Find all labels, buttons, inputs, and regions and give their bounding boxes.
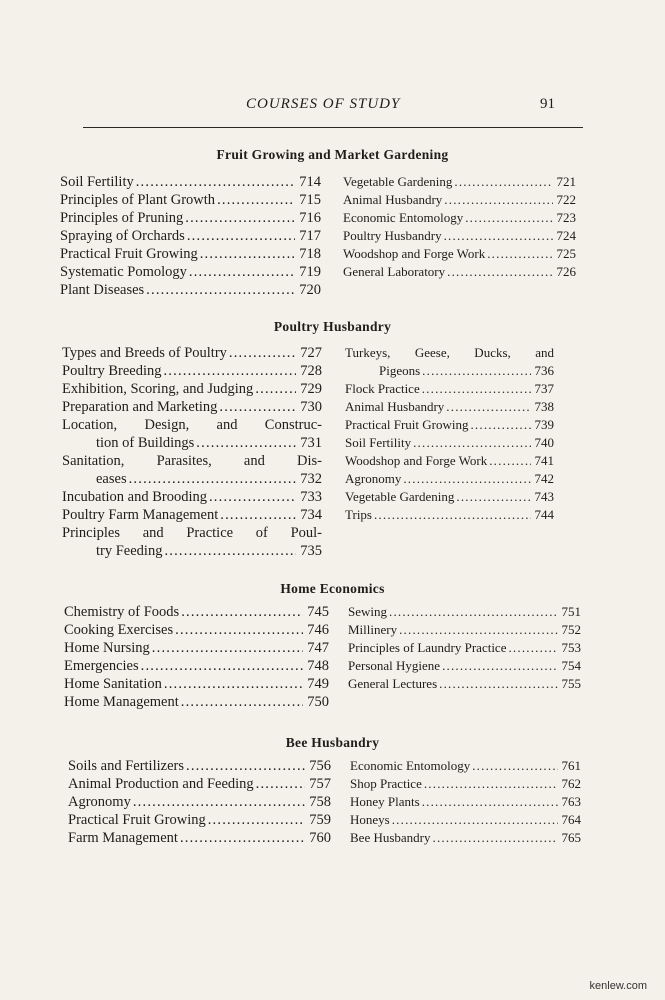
course-number: 752: [561, 622, 581, 637]
course-name-line1: Turkeys, Geese, Ducks, and: [345, 345, 554, 360]
dot-leader: [175, 621, 303, 639]
dot-leader: [508, 639, 557, 657]
dot-leader: [181, 603, 303, 621]
dot-leader: [180, 829, 305, 847]
course-entry: [345, 416, 554, 434]
dot-leader: [133, 793, 305, 811]
course-number: 727: [300, 345, 322, 361]
course-name: Practical Fruit Growing: [60, 246, 198, 262]
course-number: 757: [309, 776, 331, 792]
course-name: Economic Entomology: [350, 758, 471, 773]
course-entry: [68, 793, 331, 811]
dot-leader: [489, 452, 530, 470]
course-name: Woodshop and Forge Work: [345, 453, 488, 468]
dot-leader: [189, 263, 295, 281]
dot-leader: [442, 657, 557, 675]
course-name: Soil Fertility: [60, 174, 134, 190]
running-title: COURSES OF STUDY: [246, 96, 401, 112]
course-entry: [343, 191, 576, 209]
course-number: 748: [307, 658, 329, 674]
course-number: 718: [299, 246, 321, 262]
course-number: 759: [309, 812, 331, 828]
dot-leader: [220, 506, 296, 524]
course-number: 741: [534, 453, 554, 468]
course-name: Principles of Plant Growth: [60, 192, 216, 208]
course-number: 726: [556, 264, 576, 279]
dot-leader: [208, 811, 306, 829]
course-entry: [62, 362, 322, 380]
course-entry: [343, 227, 576, 245]
course-name: Plant Diseases: [60, 282, 145, 298]
watermark: kenlew.com: [589, 980, 647, 992]
course-entry: [348, 675, 581, 693]
course-number: 732: [300, 471, 322, 487]
course-name: Millinery: [348, 622, 398, 637]
course-name: Honeys: [350, 812, 390, 827]
course-name-line2: Pigeons: [379, 363, 421, 378]
course-entry: [62, 434, 322, 452]
course-number: 733: [300, 489, 322, 505]
course-name: Practical Fruit Growing: [68, 812, 206, 828]
course-number: 721: [556, 174, 576, 189]
course-entry: [348, 639, 581, 657]
course-entry: [343, 173, 576, 191]
dot-leader: [446, 398, 530, 416]
course-number: 739: [534, 417, 554, 432]
course-entry: [345, 398, 554, 416]
course-entry: [350, 829, 581, 847]
dot-leader: [487, 245, 552, 263]
course-number: 751: [561, 604, 581, 619]
course-entry: [62, 542, 322, 560]
course-entry: [348, 603, 581, 621]
course-name: Preparation and Marketing: [62, 399, 218, 415]
course-name: Agronomy: [68, 794, 131, 810]
course-number: 723: [556, 210, 576, 225]
course-entry: [68, 811, 331, 829]
course-name-line2: eases: [96, 471, 127, 487]
dot-leader: [256, 775, 306, 793]
course-number: 758: [309, 794, 331, 810]
course-name: Spraying of Orchards: [60, 228, 185, 244]
dot-leader: [392, 811, 558, 829]
course-entry: [345, 380, 554, 398]
course-number: 714: [299, 174, 321, 190]
course-entry: [350, 811, 581, 829]
course-name: Cooking Exercises: [64, 622, 174, 638]
course-name-line2: try Feeding: [96, 543, 163, 559]
dot-leader: [433, 829, 558, 847]
dot-leader: [255, 380, 296, 398]
course-name-line1: Location, Design, and Construc-: [62, 417, 322, 433]
course-number: 763: [561, 794, 581, 809]
course-number: 728: [300, 363, 322, 379]
course-name: Farm Management: [68, 830, 178, 846]
course-name: Practical Fruit Growing: [345, 417, 469, 432]
course-entry: [345, 434, 554, 452]
dot-leader: [141, 657, 304, 675]
course-name: General Lectures: [348, 676, 438, 691]
course-name: Vegetable Gardening: [343, 174, 453, 189]
left-column: [68, 757, 331, 847]
section-title: Poultry Husbandry: [273, 319, 392, 334]
course-number: 737: [534, 381, 554, 396]
course-number: 717: [299, 228, 321, 244]
dot-leader: [444, 227, 553, 245]
right-column: [343, 173, 576, 281]
course-name: Bee Husbandry: [350, 830, 431, 845]
course-entry: [64, 639, 329, 657]
course-number: 735: [300, 543, 322, 559]
dot-leader: [403, 470, 530, 488]
course-name: General Laboratory: [343, 264, 446, 279]
course-number: 749: [307, 676, 329, 692]
dot-leader: [129, 470, 297, 488]
section-title: Bee Husbandry: [285, 735, 380, 750]
course-name-line1: Principles and Practice of Poul-: [62, 525, 322, 541]
course-name: Honey Plants: [350, 794, 420, 809]
course-name: Soil Fertility: [345, 435, 412, 450]
left-column: [64, 603, 329, 711]
dot-leader: [136, 173, 296, 191]
course-entry: [62, 380, 322, 398]
dot-leader: [399, 621, 557, 639]
dot-leader: [217, 191, 295, 209]
course-number: 750: [307, 694, 329, 710]
right-column: [345, 344, 554, 524]
course-entry: [62, 488, 322, 506]
course-name: Poultry Farm Management: [62, 507, 219, 523]
course-number: 730: [300, 399, 322, 415]
course-name: Animal Husbandry: [345, 399, 445, 414]
course-number: 745: [307, 604, 329, 620]
course-entry: [64, 621, 329, 639]
course-number: 729: [300, 381, 322, 397]
course-number: 761: [561, 758, 581, 773]
course-number: 747: [307, 640, 329, 656]
right-column: [348, 603, 581, 693]
left-column: [62, 344, 322, 560]
dot-leader: [229, 344, 296, 362]
course-name: Types and Breeds of Poultry: [62, 345, 227, 361]
course-entry: [62, 344, 322, 362]
course-number: 744: [534, 507, 554, 522]
course-number: 764: [561, 812, 581, 827]
course-entry: [60, 281, 321, 299]
course-name: Incubation and Brooding: [62, 489, 207, 505]
dot-leader: [164, 675, 303, 693]
course-entry: [60, 245, 321, 263]
course-number: 738: [534, 399, 554, 414]
dot-leader: [200, 245, 296, 263]
course-number: 724: [556, 228, 576, 243]
course-name: Trips: [345, 507, 372, 522]
course-entry: [60, 227, 321, 245]
course-entry: [345, 452, 554, 470]
course-name: Shop Practice: [350, 776, 422, 791]
course-name-line1: Sanitation, Parasites, and Dis-: [62, 453, 322, 469]
dot-leader: [146, 281, 295, 299]
course-number: 754: [561, 658, 581, 673]
course-number: 731: [300, 435, 322, 451]
course-number: 740: [534, 435, 554, 450]
dot-leader: [422, 380, 531, 398]
course-name: Personal Hygiene: [348, 658, 441, 673]
course-name: Woodshop and Forge Work: [343, 246, 486, 261]
course-entry: [345, 488, 554, 506]
course-number: 756: [309, 758, 331, 774]
course-entry: [60, 173, 321, 191]
section-title: Fruit Growing and Market Gardening: [216, 147, 449, 162]
course-entry: [64, 693, 329, 711]
dot-leader: [413, 434, 530, 452]
dot-leader: [209, 488, 296, 506]
course-entry: [350, 757, 581, 775]
left-column: [60, 173, 321, 299]
course-entry: [345, 470, 554, 488]
course-name: Home Nursing: [64, 640, 150, 656]
dot-leader: [196, 434, 296, 452]
course-number: 734: [300, 507, 322, 523]
course-number: 753: [561, 640, 581, 655]
course-number: 722: [556, 192, 576, 207]
course-name: Principles of Pruning: [60, 210, 184, 226]
course-number: 760: [309, 830, 331, 846]
course-number: 720: [299, 282, 321, 298]
page-number: 91: [540, 96, 555, 112]
dot-leader: [422, 362, 530, 380]
course-name: Poultry Husbandry: [343, 228, 442, 243]
section-title: Home Economics: [280, 581, 385, 596]
dot-leader: [164, 542, 296, 560]
course-name: Animal Production and Feeding: [68, 776, 254, 792]
course-name: Soils and Fertilizers: [68, 758, 184, 774]
course-name: Principles of Laundry Practice: [348, 640, 507, 655]
dot-leader: [374, 506, 531, 524]
dot-leader: [163, 362, 296, 380]
course-entry: [60, 263, 321, 281]
course-entry: [350, 775, 581, 793]
course-entry: [64, 603, 329, 621]
right-column: [350, 757, 581, 847]
course-name: Animal Husbandry: [343, 192, 443, 207]
dot-leader: [454, 173, 552, 191]
course-number: 736: [534, 363, 554, 378]
dot-leader: [472, 757, 557, 775]
running-head: [0, 96, 665, 120]
dot-leader: [186, 757, 305, 775]
course-entry: [343, 245, 576, 263]
dot-leader: [465, 209, 552, 227]
dot-leader: [185, 209, 295, 227]
course-number: 765: [561, 830, 581, 845]
course-name: Systematic Pomology: [60, 264, 187, 280]
course-entry: [343, 263, 576, 281]
course-number: 716: [299, 210, 321, 226]
dot-leader: [187, 227, 295, 245]
course-name: Vegetable Gardening: [345, 489, 455, 504]
course-name: Flock Practice: [345, 381, 420, 396]
course-number: 742: [534, 471, 554, 486]
dot-leader: [422, 793, 558, 811]
course-number: 755: [561, 676, 581, 691]
course-number: 715: [299, 192, 321, 208]
dot-leader: [424, 775, 558, 793]
dot-leader: [456, 488, 530, 506]
course-entry: [64, 675, 329, 693]
course-name: Home Sanitation: [64, 676, 162, 692]
course-number: 762: [561, 776, 581, 791]
dot-leader: [152, 639, 303, 657]
course-number: 725: [556, 246, 576, 261]
course-number: 719: [299, 264, 321, 280]
dot-leader: [219, 398, 296, 416]
course-number: 746: [307, 622, 329, 638]
dot-leader: [439, 675, 557, 693]
course-name: Poultry Breeding: [62, 363, 162, 379]
course-entry: [62, 506, 322, 524]
dot-leader: [389, 603, 558, 621]
course-entry: [62, 398, 322, 416]
course-name: Chemistry of Foods: [64, 604, 180, 620]
dot-leader: [181, 693, 303, 711]
course-entry: [64, 657, 329, 675]
course-name-line2: tion of Buildings: [96, 435, 195, 451]
dot-leader: [447, 263, 552, 281]
course-entry: [345, 362, 554, 380]
course-entry: [60, 191, 321, 209]
course-entry: [68, 757, 331, 775]
dot-leader: [444, 191, 552, 209]
course-entry: [60, 209, 321, 227]
course-entry: [348, 621, 581, 639]
course-name: Economic Entomology: [343, 210, 464, 225]
course-entry: [68, 829, 331, 847]
course-entry: [345, 506, 554, 524]
course-name: Emergencies: [64, 658, 139, 674]
course-name: Agronomy: [345, 471, 402, 486]
course-entry: [348, 657, 581, 675]
course-entry: [350, 793, 581, 811]
course-entry: [68, 775, 331, 793]
dot-leader: [470, 416, 530, 434]
course-name: Exhibition, Scoring, and Judging: [62, 381, 254, 397]
course-name: Sewing: [348, 604, 387, 619]
course-entry: [62, 470, 322, 488]
course-name: Home Management: [64, 694, 179, 710]
course-number: 743: [534, 489, 554, 504]
header-rule: [83, 127, 583, 128]
course-entry: [343, 209, 576, 227]
